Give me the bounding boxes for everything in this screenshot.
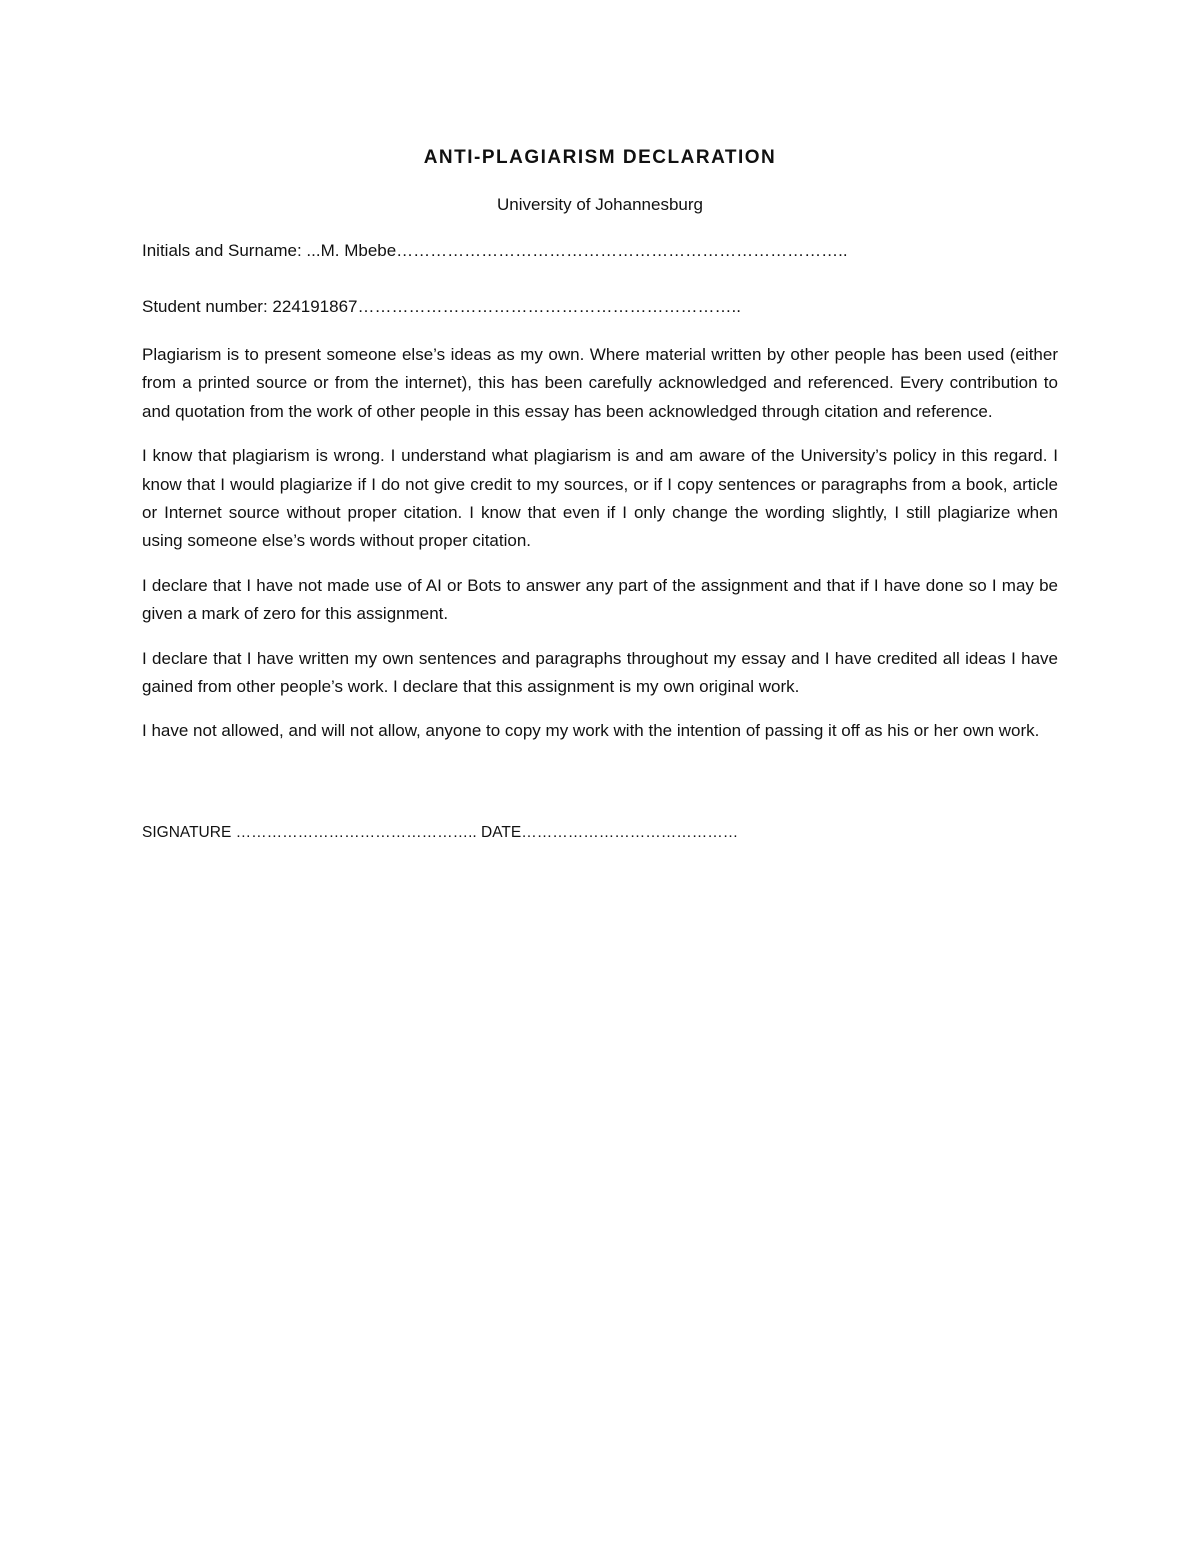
paragraph-plagiarism-definition: Plagiarism is to present someone else’s ideas as my own. Where material written by other people has been used (either from a printed source or from the internet), this has been carefully acknowledged and referenced. Every contribution to and quotation from the work of other people in this essay has been acknowledged through citation and reference. <box>142 345 1058 421</box>
paragraph-ai-declaration: I declare that I have not made use of AI or Bots to answer any part of the assignment and that if I have done so I may be given a mark of zero for this assignment. <box>142 575 1058 624</box>
paragraph-original-work: I declare that I have written my own sentences and paragraphs throughout my essay and I have credited all ideas I have gained from other people’s work. I declare that this assignment is my own original work. <box>142 648 1058 697</box>
student-number-field: Student number: 224191867………………………………………………………….. <box>142 297 741 316</box>
paragraph-no-copying: I have not allowed, and will not allow, anyone to copy my work with the intention of passing it off as his or her own work. <box>142 721 1040 741</box>
document-body <box>142 145 1058 860</box>
paragraph-plagiarism-wrong: I know that plagiarism is wrong. I understand what plagiarism is and am aware of the University’s policy in this regard. I know that I would plagiarize if I do not give credit to my sources, or if I copy sentences or paragraphs from a book, article or Internet source without proper citation. I know that even if I only change the wording slightly, I still plagiarize when using someone else’s words without proper citation. <box>142 446 1058 551</box>
institution-name: University of Johannesburg <box>496 195 703 214</box>
signature-date-line: SIGNATURE ……………………………………….. DATE…………………………………… <box>142 823 739 841</box>
document-title: ANTI-PLAGIARISM DECLARATION <box>423 147 777 168</box>
name-field: Initials and Surname: ...M. Mbebe…………………………………………………………………….. <box>142 241 848 260</box>
